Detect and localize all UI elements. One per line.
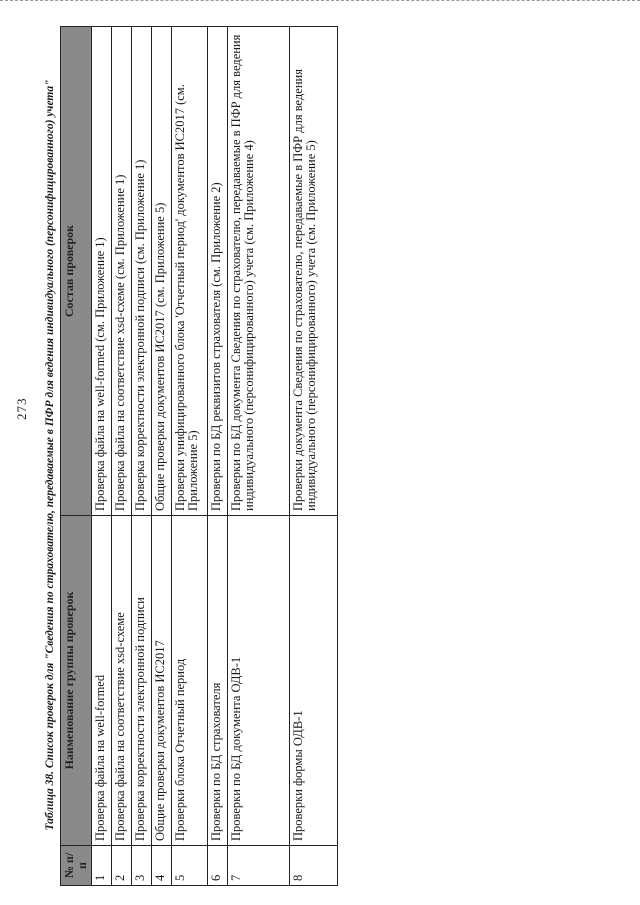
row-number: 1 bbox=[92, 846, 112, 886]
row-number: 6 bbox=[208, 846, 228, 886]
table-row bbox=[290, 27, 338, 886]
group-name: Проверки по БД страхователя bbox=[208, 516, 228, 846]
table-row bbox=[172, 27, 208, 886]
row-number: 7 bbox=[228, 846, 290, 886]
group-name: Проверка корректности электронной подписи bbox=[132, 516, 152, 846]
composition: Проверки унифицированного блока 'Отчетный период' документов ИС2017 (см. Приложение 5) bbox=[172, 27, 208, 516]
table-row bbox=[112, 27, 132, 886]
group-name: Общие проверки документов ИС2017 bbox=[152, 516, 172, 846]
checks-table bbox=[60, 26, 338, 886]
row-number: 5 bbox=[172, 846, 208, 886]
group-name: Проверка файла на well-formed bbox=[92, 516, 112, 846]
row-number: 4 bbox=[152, 846, 172, 886]
scan-edge-line bbox=[0, 0, 640, 4]
table-row bbox=[132, 27, 152, 886]
table-row bbox=[208, 27, 228, 886]
rotated-content bbox=[40, 20, 320, 890]
table-row bbox=[92, 27, 112, 886]
page-number: 273 bbox=[14, 397, 29, 420]
table-header-row bbox=[61, 27, 92, 886]
table-row bbox=[152, 27, 172, 886]
header-num: № п/п bbox=[61, 846, 92, 886]
group-name: Проверки блока Отчетный период bbox=[172, 516, 208, 846]
composition: Проверка файла на well-formed (см. Приложение 1) bbox=[92, 27, 112, 516]
header-group: Наименование группы проверок bbox=[61, 516, 92, 846]
table-caption: Таблица 38. Список проверок для "Сведения по страхователю, передаваемые в ПФР для ведения индивидуального (персонифицированного) учета" bbox=[44, 79, 56, 831]
row-number: 2 bbox=[112, 846, 132, 886]
composition: Проверка файла на соответствие xsd-схеме (см. Приложение 1) bbox=[112, 27, 132, 516]
composition: Проверки документа Сведения по страхователю, передаваемые в ПФР для ведения индивидуального (персонифицированного) учета (см. Приложение 5) bbox=[290, 27, 338, 516]
group-name: Проверки формы ОДВ-1 bbox=[290, 516, 338, 846]
composition: Проверки по БД реквизитов страхователя (см. Приложение 2) bbox=[208, 27, 228, 516]
composition: Проверка корректности электронной подписи (см. Приложение 1) bbox=[132, 27, 152, 516]
group-name: Проверка файла на соответствие xsd-схеме bbox=[112, 516, 132, 846]
composition: Общие проверки документов ИС2017 (см. Приложение 5) bbox=[152, 27, 172, 516]
composition: Проверки по БД документа Сведения по страхователю, передаваемые в ПФР для ведения индивидуального (персонифицированного) учета (см. Приложение 4) bbox=[228, 27, 290, 516]
row-number: 3 bbox=[132, 846, 152, 886]
header-composition: Состав проверок bbox=[61, 27, 92, 516]
group-name: Проверки по БД документа ОДВ-1 bbox=[228, 516, 290, 846]
table-row bbox=[228, 27, 290, 886]
row-number: 8 bbox=[290, 846, 338, 886]
